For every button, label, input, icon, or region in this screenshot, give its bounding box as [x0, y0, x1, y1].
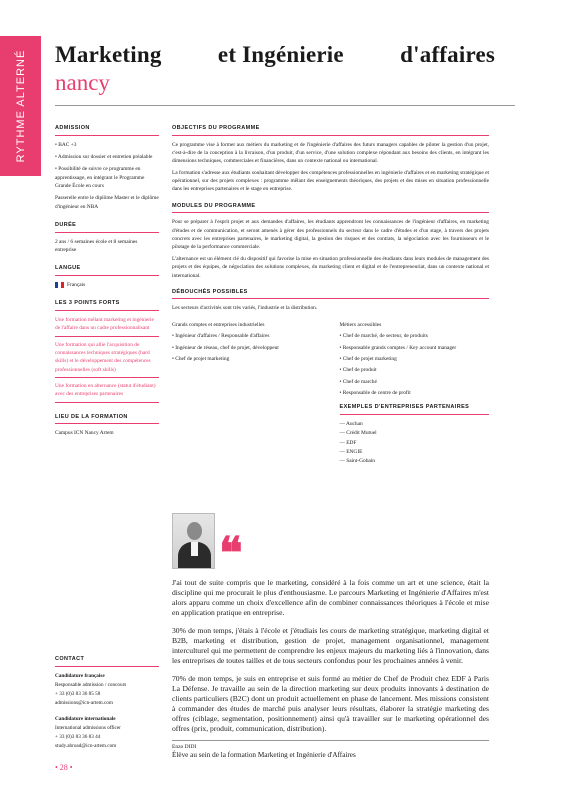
- quote-mark-icon: ❝: [219, 529, 243, 578]
- admission-item: Passerelle entre le diplôme Master et le diplôme d'ingénieur en NBA: [55, 195, 159, 210]
- objectifs-heading: OBJECTIFS DU PROGRAMME: [172, 124, 489, 136]
- exemple-item: — Auchan: [339, 420, 363, 427]
- contact-1-email[interactable]: admissions@icn-artem.com: [55, 699, 113, 706]
- debouches-right-item: • Responsable de centre de profit: [339, 390, 411, 397]
- debouches-right-item: • Chef de marché, de secteur, de produits: [339, 333, 428, 340]
- contact-block: [55, 655, 159, 753]
- debouches-right-item: • Responsable grands comptes / Key account manager: [339, 344, 457, 351]
- debouches-right-item: • Chef de produit: [339, 367, 377, 374]
- exemple-item: — ENGIE: [339, 449, 363, 456]
- modules-p1: Pour se préparer à l'esprit projet et aux demandes d'affaires, les étudiants apprendront les connaissances de l'ingénieur d'affaires, en marketing d'études et de communication, et seront amenés à gérer des professionnels du secteur dans le cadre d'études et d'un stage, à travers des projets concrets avec les entreprises partenaires, le marketing digital, la gestion des risques et des contrats, la négociation avec les fournisseurs et le pilotage de la performance commerciale.: [172, 219, 489, 251]
- debouches-right-title: Métiers accessibles: [339, 321, 382, 328]
- debouches-left-item: • Chef de projet marketing: [172, 355, 230, 362]
- exemple-item: — Saint-Gobain: [339, 458, 375, 465]
- contact-2-email[interactable]: study.abroad@icn-artem.com: [55, 742, 117, 749]
- exemples-heading: EXEMPLES D'ENTREPRISES PARTENAIRES: [340, 403, 490, 415]
- title-part2: et Ingénierie: [217, 42, 344, 67]
- testimonial: [172, 578, 489, 761]
- debouches-left: [172, 321, 322, 467]
- modules-p2: L'alternance est un élément clé du dispositif qui favorise la mise en situation professionnelle des étudiants dans leurs modules de management des projets et des équipes, de négociation des solutions complexes, du marketing client et digital et de l'entrepreneuriat, dans un contexte national et international.: [172, 255, 489, 279]
- side-band-label: RYTHME ALTERNÉ: [14, 49, 27, 163]
- admission-item: • Admission sur dossier et entretien préalable: [55, 153, 153, 160]
- testimonial-p1: J'ai tout de suite compris que le marketing, considéré à la fois comme un art et une science, était la discipline qui me procurait le plus d'enthousiasme. Le parcours Marketing et Ingénierie d'Affaires m'est alors apparu comme un choix d'excellence afin de combiner connaissances théoriques à l'école et mise en application pratique en entreprise.: [172, 578, 489, 618]
- contact-1-name: Candidature française: [55, 672, 105, 679]
- debouches-left-title: Grands comptes et entreprises industrielles: [172, 321, 265, 328]
- debouches-right-item: • Chef de projet marketing: [339, 355, 397, 362]
- duree-heading: DURÉE: [55, 221, 159, 233]
- langue-heading: LANGUE: [55, 264, 159, 276]
- admission-item: • Possibilité de suivre ce programme en apprentissage, en intégrant le Programme Grande École en cours: [55, 166, 145, 190]
- point-fort-item: Une formation en alternance (statut d'étudiant) avec des entreprises partenaires: [55, 382, 159, 403]
- contact-1-role: Responsable admission / concours: [55, 681, 127, 688]
- signature-name: Enzo DIDI: [172, 744, 197, 751]
- point-fort-item: Une formation mêlant marketing et ingénierie de l'affaire dans un cadre professionnalisant: [55, 316, 159, 337]
- lieu-text: Campus ICN Nancy Artem: [55, 430, 114, 437]
- exemple-item: — EDF: [339, 439, 357, 446]
- title-part3: d'affaires: [400, 42, 495, 67]
- contact-1-phone: + 33 (0)3 83 36 85 58: [55, 690, 101, 697]
- testimonial-p2: 30% de mon temps, j'étais à l'école et j'étudiais les cours de marketing stratégique, marketing digital et B2B, marketing et distribution, gestion de projet, management organisationnel, management interculturel qui me permettent de comprendre les enjeux majeurs du marketing liés à l'innovation, dans les entreprises de toutes tailles et de tous secteurs confondus pour les prochaines années à venir.: [172, 626, 489, 666]
- modules-heading: MODULES DU PROGRAMME: [172, 202, 489, 214]
- debouches-intro: Les secteurs d'activités sont très variés, l'industrie et la distribution.: [172, 305, 318, 312]
- lieu-heading: LIEU DE LA FORMATION: [55, 413, 159, 425]
- signature-divider: [172, 740, 489, 741]
- objectifs-p2: La formation s'adresse aux étudiants souhaitant développer des compétences professionnelles en ingénierie d'affaires et en marketing stratégique et opérationnel, sur des projets complexes : programme mêlant des enseignements théoriques, des projets et des mises en situation professionnelle dans les entreprises partenaires et le stage en entreprise.: [172, 169, 489, 193]
- right-column: [172, 124, 489, 467]
- admission-heading: ADMISSION: [55, 124, 159, 136]
- duree-text: 2 ans / 6 semaines école et 8 semaines entreprise: [55, 238, 138, 254]
- debouches-left-item: • Ingénieur d'affaires / Responsable d'affaires: [172, 333, 270, 340]
- points-forts-heading: LES 3 POINTS FORTS: [55, 299, 159, 311]
- signature-role: Élève au sein de la formation Marketing et Ingénierie d'Affaires: [172, 751, 356, 760]
- student-photo: [172, 513, 215, 569]
- debouches-right: [340, 321, 490, 467]
- side-band: [0, 36, 41, 176]
- contact-2-role: International admissions officer: [55, 724, 121, 731]
- french-flag-icon: [55, 282, 64, 288]
- contact-heading: CONTACT: [55, 655, 159, 667]
- left-column: [55, 124, 159, 442]
- page-subtitle: nancy: [55, 70, 110, 95]
- point-fort-item: Une formation qui allie l'acquisition de connaissances techniques stratégiques (hard skills) et le développement des compétences professionnelles (soft skills): [55, 341, 159, 379]
- page-title: [55, 42, 495, 68]
- testimonial-p3: 70% de mon temps, je suis en entreprise et suis formé au métier de Chef de Produit chez EDF à Paris La Défense. Je travaille au sein de la direction marketing sur deux produits innovants à destination de clients particuliers (B2C) dont un produit actuellement en phase de lancement. Mes missions consistent à commander des études de marché puis analyser leurs résultats, élaborer la stratégie marketing des offres (ciblage, segmentation, positionnement) ainsi qu'à travailler sur le marketing opérationnel des offres (prix, produit, communication, distribution).: [172, 674, 489, 734]
- debouches-heading: DÉBOUCHÉS POSSIBLES: [172, 288, 489, 300]
- exemple-item: — Crédit Mutuel: [339, 430, 377, 437]
- contact-2-name: Candidature internationale: [55, 715, 116, 722]
- admission-item: • BAC +3: [55, 141, 77, 148]
- langue-text: Français: [67, 281, 86, 288]
- title-part1: Marketing: [55, 42, 162, 67]
- objectifs-p1: Ce programme vise à former aux métiers du marketing et de l'ingénierie d'affaires des futurs managers capables de piloter la gestion d'un projet, c'est-à-dire de la conception à la livraison, d'un produit, d'un service, d'une solution complexe répondant aux besoins des clients, en intégrant les dimensions techniques, commerciales et financières, dans un contexte national ou international.: [172, 141, 489, 165]
- debouches-right-item: • Chef de marché: [339, 378, 377, 385]
- debouches-left-item: • Ingénieur de réseau, chef de projet, développeur: [172, 344, 280, 351]
- top-divider: [55, 105, 515, 106]
- page-number: • 28 •: [55, 763, 73, 772]
- contact-2-phone: + 33 (0)3 83 36 83 44: [55, 733, 101, 740]
